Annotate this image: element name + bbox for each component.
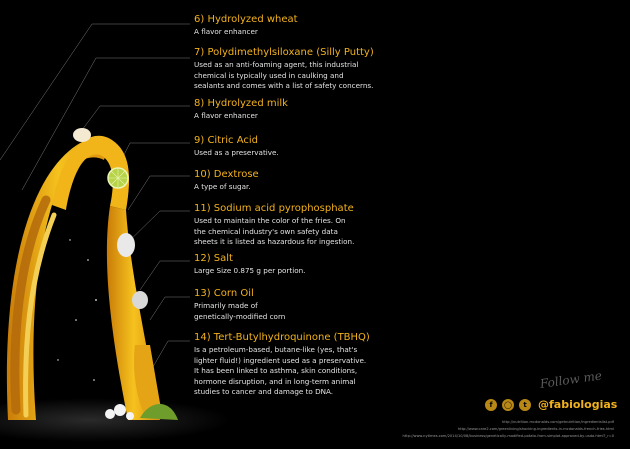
description-line: hormone disruption, and in long-term animal [194, 376, 356, 386]
description-line: Is a petroleum-based, butane-like (yes, that's [194, 345, 358, 354]
ingredient-item [194, 14, 424, 38]
description-line: sheets it is listed as hazardous for ingestion. [194, 237, 355, 247]
ingredient-description [194, 216, 424, 248]
ingredient-title: 11) Sodium acid pyrophosphate [194, 203, 354, 214]
description-line: Used as a preservative. [194, 148, 279, 157]
description-line: A flavor enhancer [194, 27, 258, 36]
description-line: lighter fluid!) ingredient used as a preservative. [194, 355, 367, 365]
facebook-icon[interactable]: f [485, 399, 497, 411]
ingredient-item [194, 98, 424, 122]
ingredient-title: 10) Dextrose [194, 169, 259, 180]
source-link[interactable]: http://nutrition.mcdonalds.com/getnutrition/ingredientslist.pdf [502, 420, 614, 424]
ingredient-item [194, 332, 424, 398]
ingredient-description [194, 60, 424, 92]
description-line: studies to cancer and damage to DNA. [194, 387, 334, 397]
ingredient-description [194, 111, 424, 122]
ingredient-item [194, 135, 424, 159]
description-line: sealants and comes with a list of safety concerns. [194, 81, 374, 91]
ingredient-description [194, 148, 424, 159]
ingredient-description [194, 27, 424, 38]
description-line: Used to maintain the color of the fries. On [194, 216, 346, 225]
ingredient-title: 6) Hydrolyzed wheat [194, 14, 298, 25]
ingredient-title: 13) Corn Oil [194, 288, 254, 299]
ingredient-title: 14) Tert-Butylhydroquinone (TBHQ) [194, 332, 370, 343]
description-line: A flavor enhancer [194, 111, 258, 120]
instagram-icon[interactable]: ◯ [502, 399, 514, 411]
description-line: A type of sugar. [194, 182, 251, 191]
ingredient-title: 7) Polydimethylsiloxane (Silly Putty) [194, 47, 374, 58]
ingredient-description [194, 182, 424, 193]
ingredient-item [194, 169, 424, 193]
description-line: It has been linked to asthma, skin conditions, [194, 366, 358, 376]
source-links [403, 419, 614, 440]
description-line: genetically-modified corn [194, 311, 286, 321]
source-link[interactable]: http://www.nytimes.com/2014/10/08/business/genetically-modified-potato-from-simplot-approved-by-usda.html?_r=0 [402, 434, 614, 438]
ingredient-item [194, 203, 424, 248]
ingredient-item [194, 47, 424, 92]
source-link[interactable]: http://www.care2.com/greenliving/shocking-ingredients-in-mcdonalds-french-fries.html [457, 427, 614, 431]
ingredient-description [194, 301, 424, 322]
description-line: Primarily made of [194, 301, 258, 310]
description-line: the chemical industry's own safety data [194, 226, 338, 236]
ingredient-item [194, 288, 424, 322]
twitter-icon[interactable]: t [519, 399, 531, 411]
ingredient-description [194, 266, 424, 277]
ingredient-title: 9) Citric Acid [194, 135, 258, 146]
description-line: Large Size 0.875 g per portion. [194, 266, 306, 275]
ingredient-title: 8) Hydrolyzed milk [194, 98, 288, 109]
description-line: Used as an anti-foaming agent, this industrial [194, 60, 359, 69]
description-line: chemical is typically used in caulking and [194, 70, 344, 80]
ingredient-description [194, 345, 424, 398]
follow-me-text: Follow me [539, 368, 603, 391]
social-handle[interactable]: @fabiologias [538, 398, 618, 411]
ingredient-item [194, 253, 424, 277]
social-bar [485, 398, 617, 411]
ingredient-title: 12) Salt [194, 253, 233, 264]
